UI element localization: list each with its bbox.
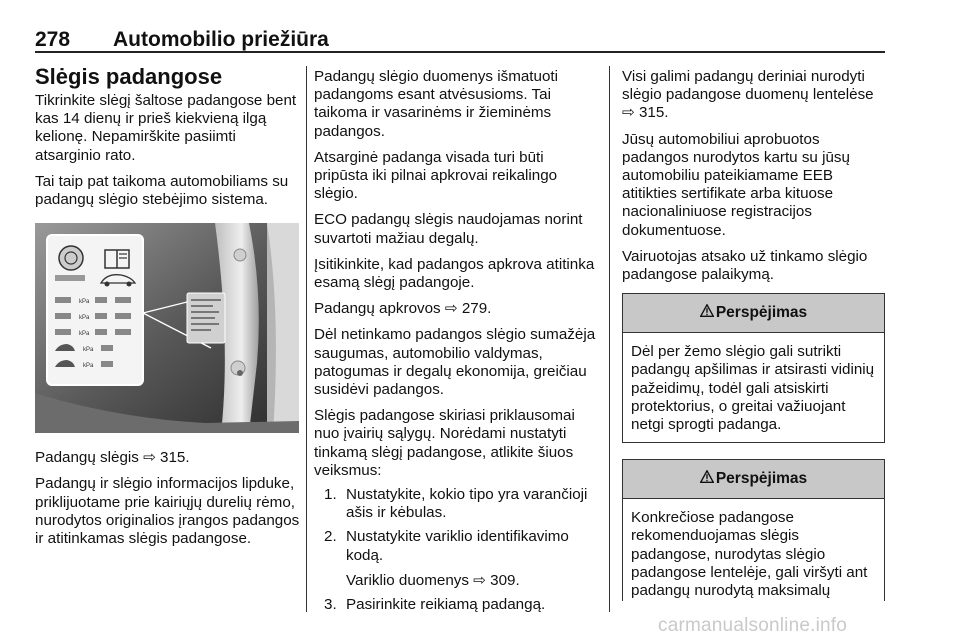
column-3 — [622, 68, 888, 617]
svg-text:kPa: kPa — [83, 347, 94, 354]
warning-box — [622, 459, 885, 601]
warning-text: Konkrečiose padangose rekomenduojamas slėgis padangose, nurodytas slėgio padangose lentelėje, gali viršyti ant padangų nurodytą maksimalų — [631, 509, 868, 600]
paragraph: Visi galimi padangų deriniai nurodyti slėgio padangose duomenų lentelėse ⇨ 315. — [622, 68, 874, 122]
page-header — [35, 28, 885, 52]
warning-header — [623, 294, 884, 333]
watermark: carmanualsonline.info — [658, 615, 848, 636]
svg-text:kPa: kPa — [79, 331, 90, 338]
tire-pressure-label-photo — [35, 223, 299, 433]
list-item-note: Variklio duomenys ⇨ 309. — [346, 571, 520, 589]
paragraph: Tikrinkite slėgį šaltose padangose bent kas 14 dienų ir prieš kiekvieną ilgą kelionę. Nepamirškite pasiimti atsarginio rato. — [35, 92, 297, 164]
paragraph: ECO padangų slėgis naudojamas norint suvartoti mažiau degalų. — [314, 211, 583, 247]
header-rule — [35, 51, 885, 53]
svg-text:kPa: kPa — [79, 315, 90, 322]
paragraph: Dėl netinkamo padangos slėgio sumažėja saugumas, automobilio valdymas, patogumas ir degalų ekonomija, greičiau susidėvi padangos. — [314, 326, 596, 399]
paragraph: Padangų slėgis ⇨ 315. — [35, 449, 190, 467]
paragraph: Vairuotojas atsako už tinkamo slėgio padangose palaikymą. — [622, 247, 868, 284]
list-item: 3. Pasirinkite reikiamą padangą. — [324, 596, 546, 614]
paragraph: Įsitikinkite, kad padangos apkrova atitinka esamą slėgį padangoje. — [314, 255, 595, 292]
warning-triangle-icon — [700, 294, 714, 332]
svg-text:kPa: kPa — [79, 299, 90, 306]
list-item: 1. Nustatykite, kokio tipo yra varančioji ašis ir kėbulas. — [324, 486, 588, 522]
paragraph: Atsarginė padanga visada turi būti pripūsta iki pilnai apkrovai reikalingo slėgio. — [314, 148, 558, 203]
section-heading: Slėgis padangose — [35, 64, 223, 89]
column-divider-1 — [306, 66, 307, 612]
paragraph: Tai taip pat taikoma automobiliams su padangų slėgio stebėjimo sistema. — [35, 172, 289, 209]
list-item: 2. Nustatykite variklio identifikavimo kodą. Variklio duomenys ⇨ 309. — [314, 528, 599, 590]
warning-title: Perspėjimas — [715, 470, 808, 488]
paragraph: Padangų slėgio duomenys išmatuoti padangoms esant atvėsusioms. Tai taikoma ir vasarinėms ir žieminėms padangos. — [314, 68, 558, 140]
warning-triangle-icon — [700, 460, 714, 498]
paragraph: Slėgis padangose skiriasi priklausomai nuo įvairių sąlygų. Norėdami nustatyti tinkamą slėgį padangose, atlikite šiuos veiksmus: — [314, 407, 575, 479]
paragraph: Padangų apkrovos ⇨ 279. — [314, 300, 492, 318]
warning-title: Perspėjimas — [715, 304, 808, 322]
paragraph: Padangų ir slėgio informacijos lipduke, priklijuotame prie kairiųjų durelių rėmo, nurodytos originalios įrangos padangos ir atitinkamas slėgis padangose. — [35, 475, 300, 548]
steps-list — [314, 486, 599, 614]
warning-header — [623, 460, 884, 499]
column-divider-2 — [609, 66, 610, 612]
column-1 — [35, 64, 303, 556]
warning-box — [622, 293, 885, 443]
page-title: Automobilio priežiūra — [113, 28, 329, 51]
paragraph: Jūsų automobiliui aprobuotos padangos nurodytos kartu su jūsų automobiliu pateikiamame EEB atitikties sertifikate arba kituose nacionaliniuose registracijos dokumentuose. — [622, 130, 850, 239]
warning-text: Dėl per žemo slėgio gali sutrikti padangų apšilimas ir atsirasti vidinių pažeidimų, todėl gali atsiskirti protektorius, o greitai važiuojant netgi sprogti padanga. — [631, 343, 875, 434]
page-number: 278 — [35, 28, 71, 51]
column-2 — [314, 68, 599, 620]
svg-text:kPa: kPa — [83, 363, 94, 370]
